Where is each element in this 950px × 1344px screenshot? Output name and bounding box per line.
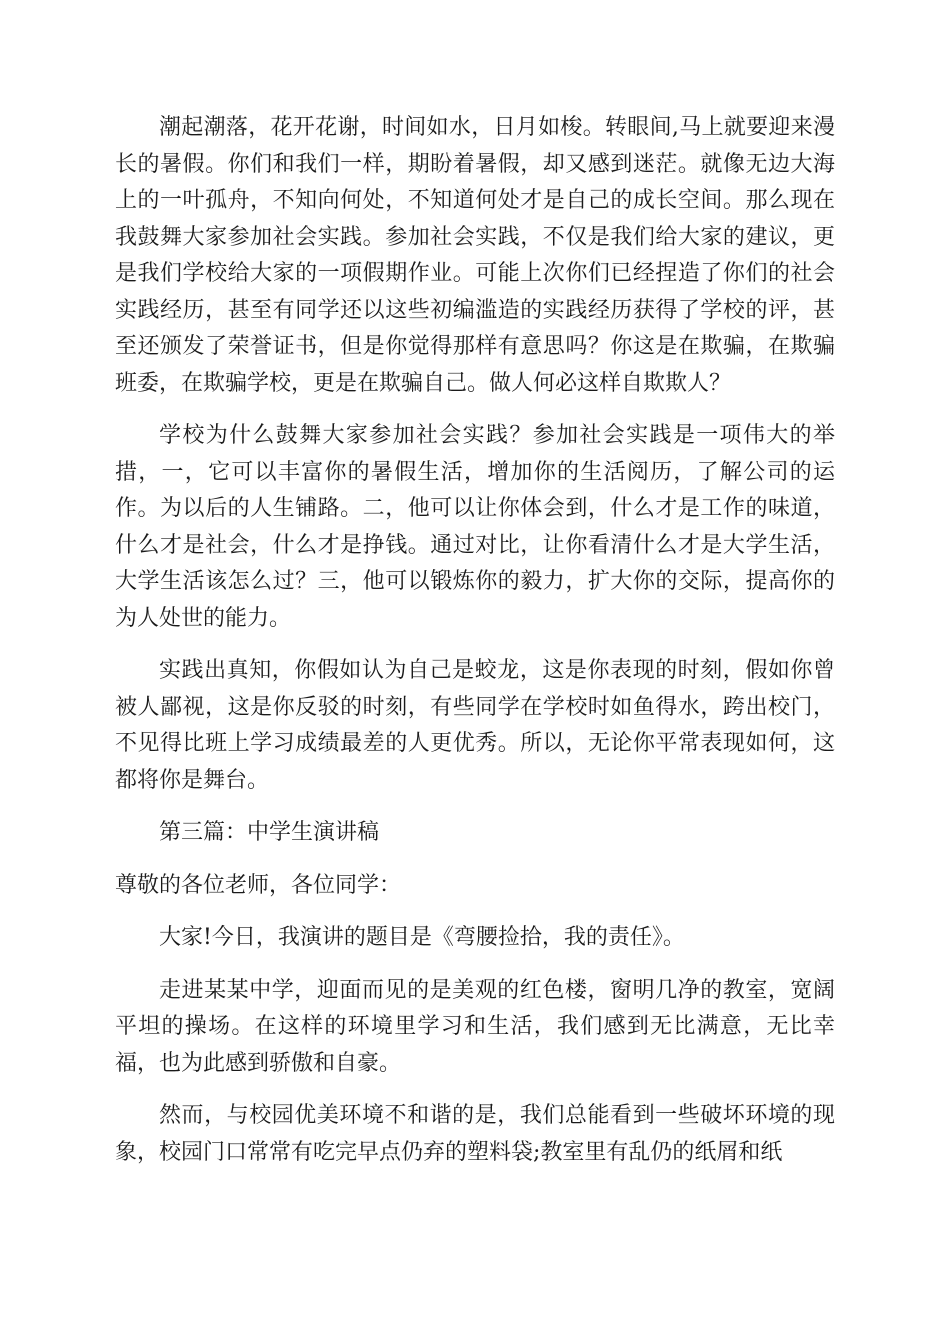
salutation: 尊敬的各位老师，各位同学： — [115, 872, 402, 898]
paragraph-practice-truth: 实践出真知，你假如认为自己是蛟龙，这是你表现的时刻，假如你曾被人鄙视，这是你反驳的时刻，有些同学在学校时如鱼得水，跨出校门，不见得比班上学习成绩最差的人更优秀。所以，无论你平常表现如何，这都将你是舞台。 — [115, 658, 835, 793]
paragraph-why-practice: 学校为什么鼓舞大家参加社会实践？参加社会实践是一项伟大的举措，一，它可以丰富你的暑假生活，增加你的生活阅历，了解公司的运作。为以后的人生铺路。二，他可以让你体会到，什么才是工作的味道，什么才是社会，什么才是挣钱。通过对比，让你看清什么才是大学生活，大学生活该怎么过？三，他可以锻炼你的毅力，扩大你的交际，提高你的为人处世的能力。 — [115, 423, 835, 631]
paragraph-school-environment: 走进某某中学，迎面而见的是美观的红色楼，窗明几净的教室，宽阔平坦的操场。在这样的环境里学习和生活，我们感到无比满意，无比幸福，也为此感到骄傲和自豪。 — [115, 977, 835, 1076]
section-heading: 第三篇：中学生演讲稿 — [159, 820, 380, 845]
paragraph-environment-problems: 然而，与校园优美环境不和谐的是，我们总能看到一些破坏环境的现象，校园门口常常有吃完早点仍弃的塑料袋;教室里有乱仍的纸屑和纸 — [115, 1103, 835, 1165]
paragraph-summer-intro: 潮起潮落，花开花谢，时间如水，日月如梭。转眼间,马上就要迎来漫长的暑假。你们和我们一样，期盼着暑假，却又感到迷茫。就像无边大海上的一叶孤舟，不知向何处，不知道何处才是自己的成长空间。那么现在我鼓舞大家参加社会实践。参加社会实践，不仅是我们给大家的建议，更是我们学校给大家的一项假期作业。可能上次你们已经捏造了你们的社会实践经历，甚至有同学还以这些初编滥造的实践经历获得了学校的评，甚至还颁发了荣誉证书，但是你觉得那样有意思吗？你这是在欺骗，在欺骗班委，在欺骗学校，更是在欺骗自己。做人何必这样自欺欺人？ — [115, 115, 835, 396]
document-page — [115, 110, 835, 1187]
paragraph-speech-title: 大家!今日，我演讲的题目是《弯腰捡拾，我的责任》。 — [159, 925, 685, 950]
